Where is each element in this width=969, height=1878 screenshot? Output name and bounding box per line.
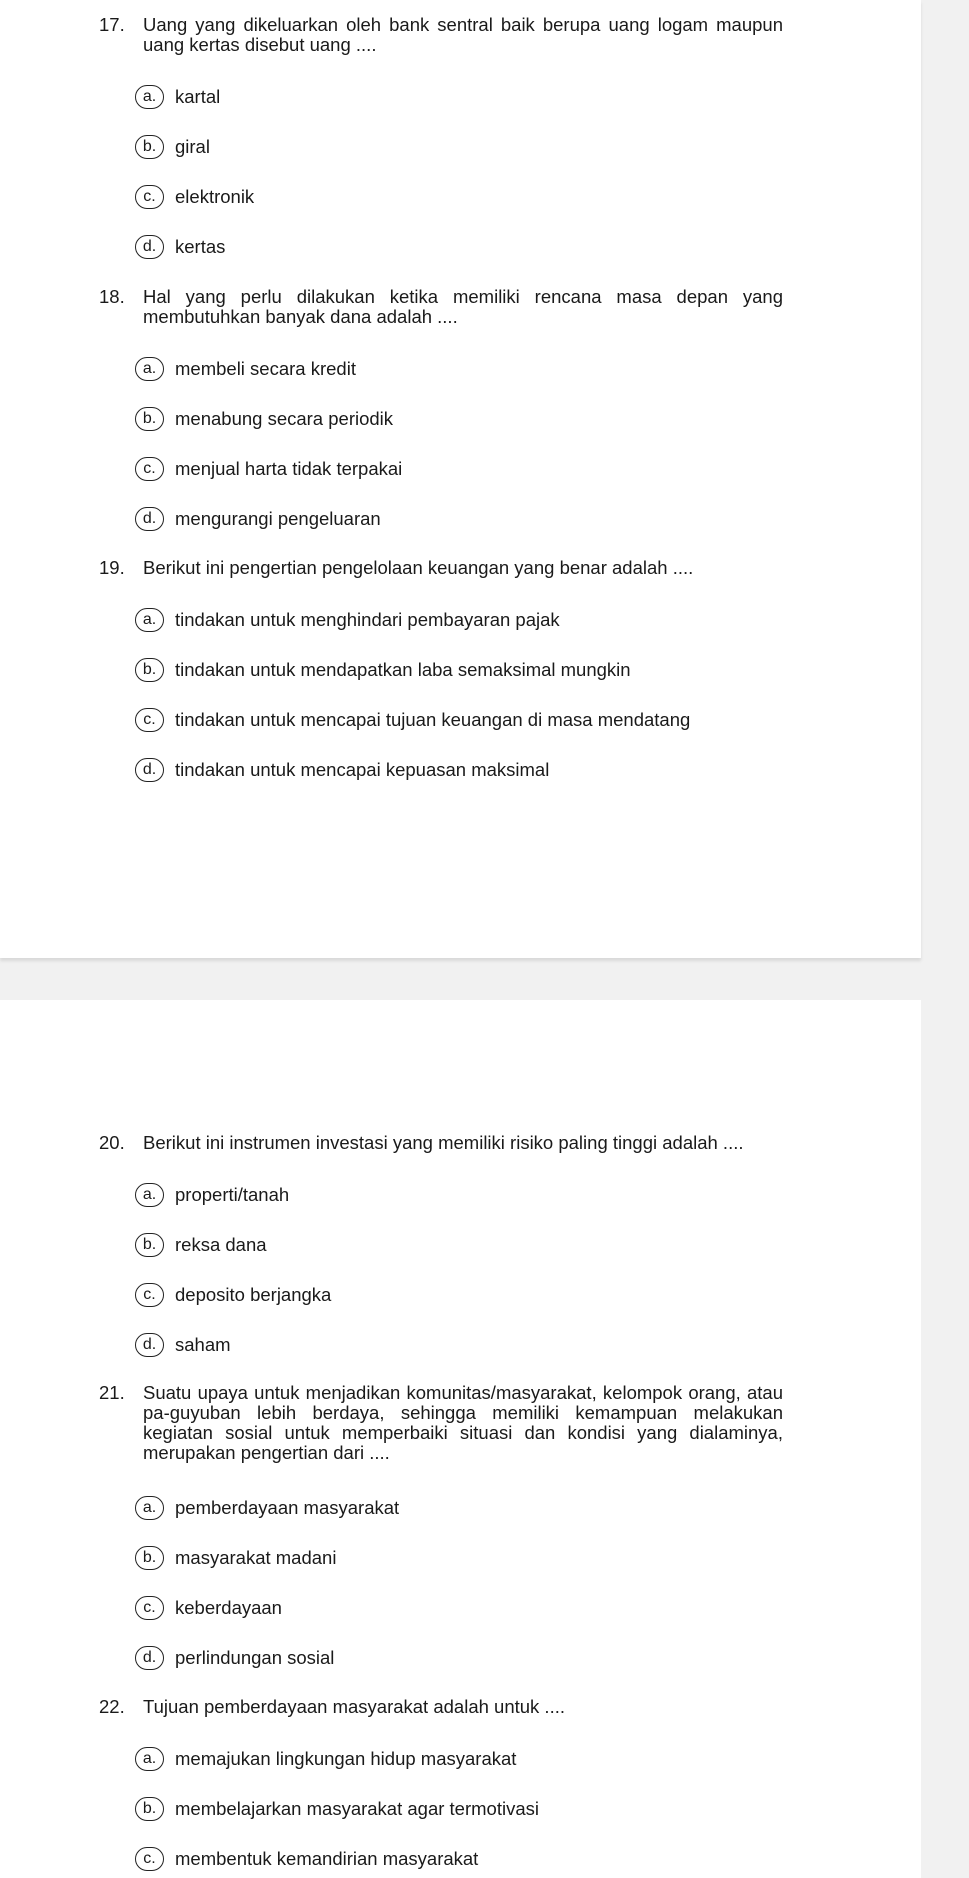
option-letter: a. <box>135 1747 164 1771</box>
document-page-2 <box>0 1000 921 1878</box>
question-number: 21. <box>99 1382 125 1403</box>
option-text: keberdayaan <box>175 1597 282 1618</box>
option-text: memajukan lingkungan hidup masyarakat <box>175 1748 517 1769</box>
option-text: membentuk kemandirian masyarakat <box>175 1848 479 1869</box>
option-text: tindakan untuk mencapai kepuasan maksimal <box>175 759 550 780</box>
option-letter: c. <box>135 1847 164 1871</box>
option-letter: b. <box>135 1546 164 1570</box>
option-letter: a. <box>135 357 164 381</box>
option-letter: c. <box>135 457 164 481</box>
question-number: 17. <box>99 14 125 35</box>
option-letter: c. <box>135 1283 164 1307</box>
option-text: perlindungan sosial <box>175 1647 335 1668</box>
question-number: 22. <box>99 1696 125 1717</box>
option-letter: c. <box>135 185 164 209</box>
option-text: kartal <box>175 86 221 107</box>
question-number: 18. <box>99 286 125 307</box>
option-text: menabung secara periodik <box>175 408 394 429</box>
option-text: tindakan untuk mendapatkan laba semaksimal mungkin <box>175 659 631 680</box>
option-text: elektronik <box>175 186 255 207</box>
option-text: giral <box>175 136 210 157</box>
option-text: masyarakat madani <box>175 1547 337 1568</box>
option-letter: b. <box>135 407 164 431</box>
option-text: deposito berjangka <box>175 1284 332 1305</box>
question-text: Hal yang perlu dilakukan ketika memiliki rencana masa depan yang membutuhkan banyak dana adalah .... <box>143 286 783 327</box>
option-letter: b. <box>135 1797 164 1821</box>
question-number: 19. <box>99 557 125 578</box>
question-text: Berikut ini instrumen investasi yang memiliki risiko paling tinggi adalah .... <box>143 1132 744 1153</box>
question-text: Berikut ini pengertian pengelolaan keuangan yang benar adalah .... <box>143 557 694 578</box>
option-text: saham <box>175 1334 231 1355</box>
option-letter: a. <box>135 608 164 632</box>
option-letter: a. <box>135 1183 164 1207</box>
option-text: properti/tanah <box>175 1184 290 1205</box>
option-letter: a. <box>135 1496 164 1520</box>
option-letter: b. <box>135 135 164 159</box>
option-letter: c. <box>135 708 164 732</box>
option-letter: a. <box>135 85 164 109</box>
option-letter: d. <box>135 1333 164 1357</box>
option-text: reksa dana <box>175 1234 267 1255</box>
option-text: mengurangi pengeluaran <box>175 508 381 529</box>
option-text: membeli secara kredit <box>175 358 356 379</box>
option-letter: d. <box>135 1646 164 1670</box>
question-text: Uang yang dikeluarkan oleh bank sentral baik berupa uang logam maupun uang kertas disebut uang .... <box>143 14 783 55</box>
option-text: tindakan untuk mencapai tujuan keuangan di masa mendatang <box>175 709 691 730</box>
question-text: Tujuan pemberdayaan masyarakat adalah untuk .... <box>143 1696 565 1717</box>
option-letter: b. <box>135 1233 164 1257</box>
option-letter: b. <box>135 658 164 682</box>
question-text: Suatu upaya untuk menjadikan komunitas/masyarakat, kelompok orang, atau pa-guyuban lebih berdaya, sehingga memiliki kemampuan melakukan kegiatan sosial untuk memperbaiki situasi dan kondisi yang dialaminya, merupakan pengertian dari .... <box>143 1382 783 1463</box>
option-text: kertas <box>175 236 226 257</box>
option-text: menjual harta tidak terpakai <box>175 458 403 479</box>
option-letter: c. <box>135 1596 164 1620</box>
document-page-1 <box>0 0 921 958</box>
option-letter: d. <box>135 758 164 782</box>
option-letter: d. <box>135 507 164 531</box>
option-text: tindakan untuk menghindari pembayaran pajak <box>175 609 560 630</box>
option-text: membelajarkan masyarakat agar termotivasi <box>175 1798 539 1819</box>
option-text: pemberdayaan masyarakat <box>175 1497 400 1518</box>
option-letter: d. <box>135 235 164 259</box>
question-number: 20. <box>99 1132 125 1153</box>
